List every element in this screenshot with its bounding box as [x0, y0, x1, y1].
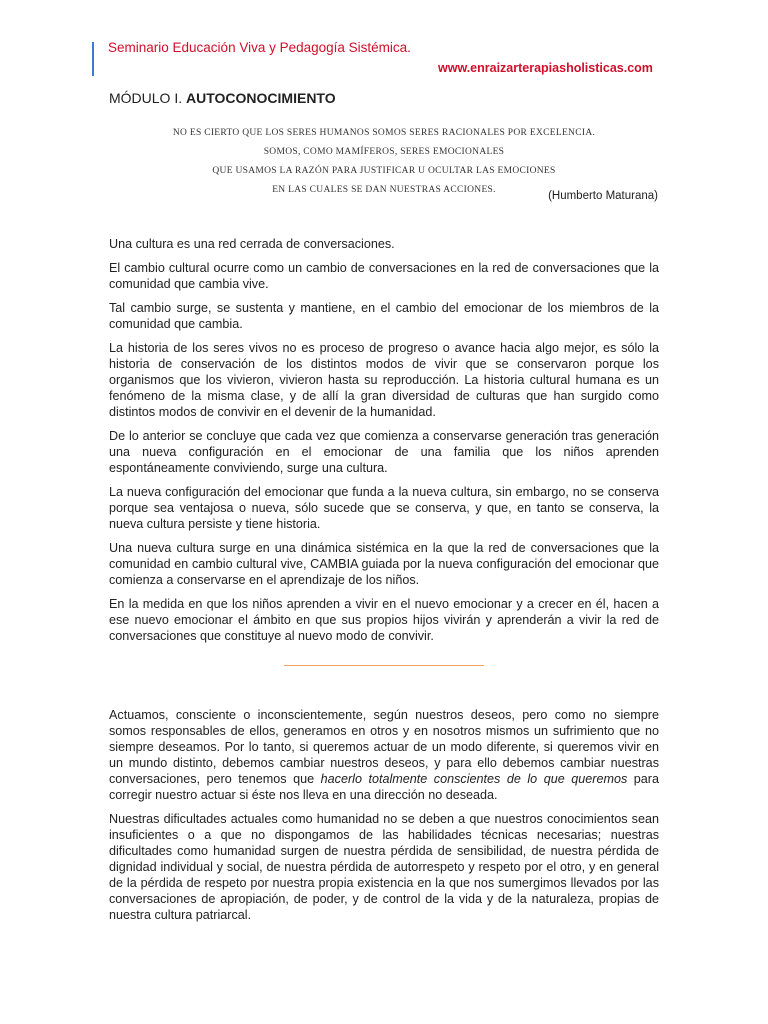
seminar-title: Seminario Educación Viva y Pedagogía Sistémica.: [108, 40, 411, 55]
paragraph-text: Actuamos, consciente o inconscientemente, según nuestros deseos, pero como no siempre somos responsables de ellos, generamos en otros y en nosotros mismos un sufrimiento que no siempre deseamos. Por lo tanto, si queremos actuar de un modo diferente, si queremos vivir en un mundo distinto, debemos cambiar nuestros deseos, y para ello debemos cambiar nuestras conversaciones, pero tenemos que: [109, 708, 659, 786]
module-name: AUTOCONOCIMIENTO: [186, 90, 336, 106]
quote-author: (Humberto Maturana): [548, 190, 658, 202]
module-prefix: MÓDULO I.: [109, 90, 187, 106]
paragraph: Nuestras dificultades actuales como humanidad no se deben a que nuestros conocimientos sean insuficientes o a que no dispongamos de las habilidades técnicas necesarias; nuestras dificultades como humanidad surgen de nuestra pérdida de sensibilidad, de nuestra pérdida de dignidad individual y social, de nuestra pérdida de autorrespeto y respeto por el otro, y en general de la pérdida de respeto por nuestra propia existencia en la que nos sumergimos llevados por las conversaciones de apropiación, de poder, y de control de la vida y de la naturaleza, propias de nuestra cultura patriarcal.: [109, 812, 659, 922]
paragraph: Tal cambio surge, se sustenta y mantiene, en el cambio del emocionar de los miembros de la comunidad que cambia.: [109, 301, 659, 331]
section-divider: [284, 665, 484, 666]
paragraph: El cambio cultural ocurre como un cambio de conversaciones en la red de conversaciones que la comunidad que cambia vive.: [109, 261, 659, 291]
emphasis-text: hacerlo totalmente conscientes de lo que queremos: [320, 772, 628, 786]
quote-line: NO ES CIERTO QUE LOS SERES HUMANOS SOMOS SERES RACIONALES POR EXCELENCIA.: [172, 128, 596, 138]
quote-line: SOMOS, COMO MAMÍFEROS, SERES EMOCIONALES: [263, 147, 505, 157]
paragraph: La nueva configuración del emocionar que funda a la nueva cultura, sin embargo, no se conserva porque sea ventajosa o nueva, sólo sucede que se conserva, y que, en tanto se conserva, la nueva cultura persiste y tiene historia.: [109, 485, 659, 531]
quote-line: EN LAS CUALES SE DAN NUESTRAS ACCIONES.: [272, 185, 496, 195]
website-link[interactable]: www.enraizarterapiasholisticas.com: [438, 61, 653, 75]
paragraph: Una cultura es una red cerrada de conversaciones.: [109, 237, 395, 251]
paragraph-text: para corregir nuestro actuar si éste nos lleva en una dirección no deseada.: [109, 772, 659, 802]
module-heading: [109, 90, 336, 106]
paragraph: En la medida en que los niños aprenden a vivir en el nuevo emocionar y a crecer en él, hacen a ese nuevo emocionar el ámbito en que sus propios hijos vivirán y aprenderán a vivir la red de conversaciones que constituye al nuevo modo de convivir.: [109, 597, 659, 643]
epigraph-quote: [109, 124, 659, 200]
header-accent-bar: [92, 42, 94, 76]
paragraph: De lo anterior se concluye que cada vez que comienza a conservarse generación tras generación una nueva configuración en el emocionar de una familia que los niños aprenden espontáneamente conviviendo, surge una cultura.: [109, 429, 659, 475]
quote-line: QUE USAMOS LA RAZÓN PARA JUSTIFICAR U OCULTAR LAS EMOCIONES: [212, 166, 556, 176]
paragraph: La historia de los seres vivos no es proceso de progreso o avance hacia algo mejor, es sólo la historia de conservación de los distintos modos de vivir que se conservaron porque los organismos que los vivieron, vivieron hasta su reproducción. La historia cultural humana es un fenómeno de la misma clase, y de allí la gran diversidad de culturas que han surgido como distintos modos de convivir en el devenir de la humanidad.: [109, 341, 659, 419]
paragraph: Una nueva cultura surge en una dinámica sistémica en la que la red de conversaciones que la comunidad en cambio cultural vive, CAMBIA guiada por la nueva configuración del emocionar que comienza a conservarse en el aprendizaje de los niños.: [109, 541, 659, 587]
paragraph: [109, 707, 659, 803]
body-text: [109, 236, 659, 931]
